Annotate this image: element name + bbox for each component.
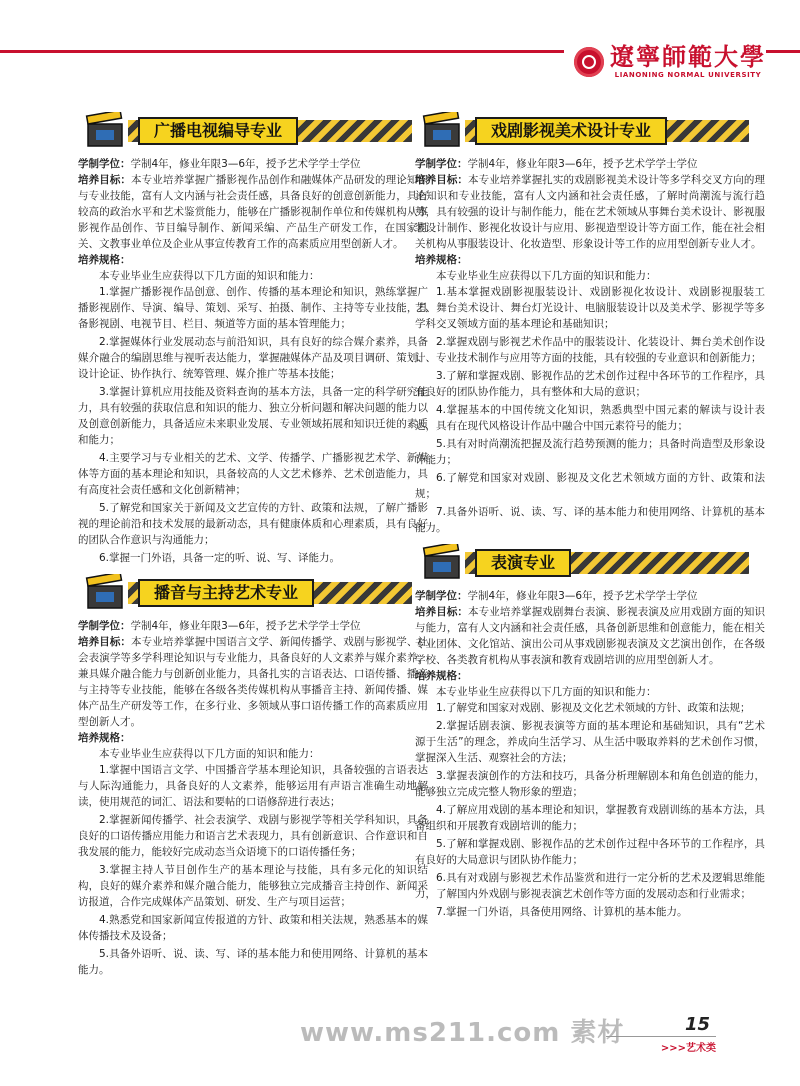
watermark: www.ms211.com 素材 — [300, 1018, 625, 1048]
spec-item: 1.掌握广播影视作品创意、创作、传播的基本理论和知识，熟练掌握广播影视剧作、导演、编导、策划、采写、拍摄、制作、主持等专业技能，具备影视剧、电视节目、栏目、频道等方面的基本管理能力； — [78, 286, 428, 330]
right-column — [415, 110, 765, 922]
major-section — [415, 110, 765, 536]
degree-text: 学制4年，修业年限3—6年，授予艺术学学士学位 — [130, 620, 361, 632]
spec-item: 4.了解应用戏剧的基本理论和知识，掌握教育戏剧训练的基本方法，具备组织和开展教育戏剧培训的能力； — [415, 804, 765, 832]
section-header — [78, 572, 428, 612]
spec-item: 1.掌握中国语言文学、中国播音学基本理论知识，具备较强的言语表达与人际沟通能力，具备良好的人文素养，能够运用有声语言准确生动地解读，使用规范的词汇、语法和要帖的口语修辞进行表达； — [78, 764, 428, 808]
spec-item: 3.掌握计算机应用技能及资料查询的基本方法，具备一定的科学研究能力，具有较强的获取信息和知识的能力、独立分析问题和解决问题的能力以及创意创新能力，具备适应未来职业发展、专业领域拓展和知识迁徙的素质和能力； — [78, 386, 428, 446]
spec-item: 5.具有对时尚潮流把握及流行趋势预测的能力；具备时尚造型及形象设计能力； — [415, 438, 765, 466]
spec-item: 5.了解和掌握戏剧、影视作品的艺术创作过程中各环节的工作程序，具有良好的大局意识与团队协作能力； — [415, 838, 765, 866]
goal-label: 培养目标： — [78, 636, 132, 648]
section-title: 戏剧影视美术设计专业 — [475, 117, 667, 145]
goal-text: 本专业培养掌握中国语言文学、新闻传播学、戏剧与影视学、社会表演学等多学科理论知识与专业能力，具备良好的人文素养与媒介素养，兼具媒介融合能力与创新创业能力，具备扎实的言语表达、口语传播、播音与主持等专业技能，能够在各级各类传媒机构从事播音主持、新闻传播、媒体产品生产研发等工作，在多行业、多领域从事口语传播工作的高素质应用型创新人才。 — [78, 636, 428, 728]
spec-item: 2.掌握话剧表演、影视表演等方面的基本理论和基础知识，具有“艺术源于生活”的理念，养成向生活学习、从生活中吸取养料的艺术创作习惯，掌握深入生活、观察社会的方法； — [415, 720, 765, 764]
spec-item: 7.具备外语听、说、读、写、译的基本能力和使用网络、计算机的基本能力。 — [415, 506, 765, 534]
university-name-en: LIANONING NORMAL UNIVERSITY — [614, 71, 762, 79]
spec-item: 6.具有对戏剧与影视艺术作品鉴赏和进行一定分析的艺术及逻辑思维能力，了解国内外戏剧与影视表演艺术创作等方面的发展动态和行业需求； — [415, 872, 765, 900]
goal-text: 本专业培养掌握广播影视作品创作和融媒体产品研发的理论知识与专业技能，富有人文内涵与社会责任感，具备良好的创意创新能力，具有较高的政治水平和艺术鉴赏能力，能够在广播影视制作单位和传媒机构从事影视作品创作、节目编导制作、新闻采编、产品生产研发工作，在国家机关、文教事业单位及企业从事宣传教育工作的高素质应用型创新人才。 — [78, 174, 428, 250]
spec-label: 培养规格： — [78, 732, 131, 744]
section-title: 表演专业 — [475, 549, 571, 577]
clapperboard-icon — [421, 544, 465, 580]
spec-intro: 本专业毕业生应获得以下几方面的知识和能力： — [436, 686, 657, 698]
university-seal-icon — [574, 47, 604, 77]
spec-item: 1.了解党和国家对戏剧、影视及文化艺术领域的方针、政策和法规； — [436, 702, 751, 714]
spec-item: 2.掌握戏剧与影视艺术作品中的服装设计、化装设计、舞台美术创作设计、专业技术制作与应用等方面的技能，具有较强的专业意识和创新能力； — [415, 336, 765, 364]
section-header — [415, 110, 765, 150]
spec-intro: 本专业毕业生应获得以下几方面的知识和能力： — [99, 748, 320, 760]
spec-label: 培养规格： — [78, 254, 131, 266]
goal-label: 培养目标： — [415, 174, 469, 186]
spec-intro: 本专业毕业生应获得以下几方面的知识和能力： — [436, 270, 657, 282]
goal-text: 本专业培养掌握戏剧舞台表演、影视表演及应用戏剧方面的知识与能力，富有人文内涵和社会责任感，具备创新思维和创意能力，能在相关专业团体、文化馆站、演出公司从事戏剧影视表演及文艺演出创作，在各级学校、各类教育机构从事表演和教育戏剧培训的应用型创新人才。 — [415, 606, 765, 666]
clapperboard-icon — [84, 112, 128, 148]
spec-item: 3.掌握表演创作的方法和技巧，具备分析理解剧本和角色创造的能力，能够独立完成完整人物形象的塑造； — [415, 770, 765, 798]
degree-label: 学制学位： — [415, 158, 468, 170]
major-section — [78, 110, 428, 566]
spec-item: 4.熟悉党和国家新闻宣传报道的方针、政策和相关法规，熟悉基本的媒体传播技术及设备； — [78, 914, 428, 942]
clapperboard-icon — [421, 112, 465, 148]
page-number: 15 — [684, 1014, 710, 1035]
spec-item: 5.了解党和国家关于新闻及文艺宣传的方针、政策和法规，了解广播影视的理论前沿和技术发展的最新动态，具有健康体质和心理素质，具有良好的团队合作意识与沟通能力； — [78, 502, 428, 546]
spec-intro: 本专业毕业生应获得以下几方面的知识和能力： — [99, 270, 320, 282]
spec-item: 1.基本掌握戏剧影视服装设计、戏剧影视化妆设计、戏剧影视服装工艺、舞台美术设计、舞台灯光设计、电脑服装设计以及美术学、影视学等多学科交叉领域方面的基本理论和基础知识； — [415, 286, 765, 330]
left-column — [78, 110, 428, 980]
university-name-cn: 遼寧師範大學 — [610, 42, 766, 71]
clapperboard-icon — [84, 574, 128, 610]
section-title: 播音与主持艺术专业 — [138, 579, 314, 607]
spec-label: 培养规格： — [415, 254, 468, 266]
section-title: 广播电视编导专业 — [138, 117, 298, 145]
degree-label: 学制学位： — [78, 158, 131, 170]
spec-item: 7.掌握一门外语，具备使用网络、计算机的基本能力。 — [436, 906, 688, 918]
spec-item: 4.主要学习与专业相关的艺术、文学、传播学、广播影视艺术学、新媒体等方面的基本理论和知识，具备较高的人文艺术修养、艺术创造能力，具有高度社会责任感和文化创新精神； — [78, 452, 428, 496]
spec-item: 6.了解党和国家对戏剧、影视及文化艺术领域方面的方针、政策和法规； — [415, 472, 765, 500]
degree-text: 学制4年，修业年限3—6年，授予艺术学学士学位 — [467, 590, 698, 602]
section-header — [78, 110, 428, 150]
major-section — [78, 572, 428, 978]
spec-item: 5.具备外语听、说、读、写、译的基本能力和使用网络、计算机的基本能力。 — [78, 948, 428, 976]
spec-label: 培养规格： — [415, 670, 468, 682]
spec-item: 3.掌握主持人节目创作生产的基本理论与技能，具有多元化的知识结构，良好的媒介素养和媒介融合能力，能够独立完成播音主持创作、新闻采访报道，合作完成媒体产品策划、研发、生产与项目运营； — [78, 864, 428, 908]
goal-text: 本专业培养掌握扎实的戏剧影视美术设计等多学科交叉方向的理论知识和专业技能，富有人文内涵和社会责任感，了解时尚潮流与流行趋势，具有较强的设计与制作能力，能在艺术领域从事舞台美术设计、影视服装设计制作、影视化妆设计与应用、影视造型设计等方面工作，能在社会相关机构从事服装设计、化妆造型、形象设计等工作的应用型创新专业人才。 — [415, 174, 765, 250]
page-category: >>>艺术类 — [606, 1036, 716, 1054]
major-section — [415, 542, 765, 920]
spec-item: 2.掌握新闻传播学、社会表演学、戏剧与影视学等相关学科知识，具备良好的口语传播应用能力和语言艺术表现力，具有创新意识、合作意识和自我发展的能力，能较好完成动态当众语境下的口语传播任务； — [78, 814, 428, 858]
degree-label: 学制学位： — [78, 620, 131, 632]
university-logo — [564, 44, 766, 80]
degree-text: 学制4年，修业年限3—6年，授予艺术学学士学位 — [467, 158, 698, 170]
degree-label: 学制学位： — [415, 590, 468, 602]
spec-item: 2.掌握媒体行业发展动态与前沿知识，具有良好的综合媒介素养，具备媒介融合的编剧思维与视听表达能力，掌握融媒体产品及项目调研、策划、设计论证、协作执行、统筹管理、媒介推广等基本技能； — [78, 336, 428, 380]
section-header — [415, 542, 765, 582]
goal-label: 培养目标： — [78, 174, 132, 186]
degree-text: 学制4年，修业年限3—6年，授予艺术学学士学位 — [130, 158, 361, 170]
spec-item: 3.了解和掌握戏剧、影视作品的艺术创作过程中各环节的工作程序，具有良好的团队协作能力，具有整体和大局的意识； — [415, 370, 765, 398]
spec-item: 4.掌握基本的中国传统文化知识，熟悉典型中国元素的解读与设计表达，具有在现代风格设计作品中融合中国元素符号的能力； — [415, 404, 765, 432]
goal-label: 培养目标： — [415, 606, 469, 618]
spec-item: 6.掌握一门外语，具备一定的听、说、写、译能力。 — [99, 552, 341, 564]
